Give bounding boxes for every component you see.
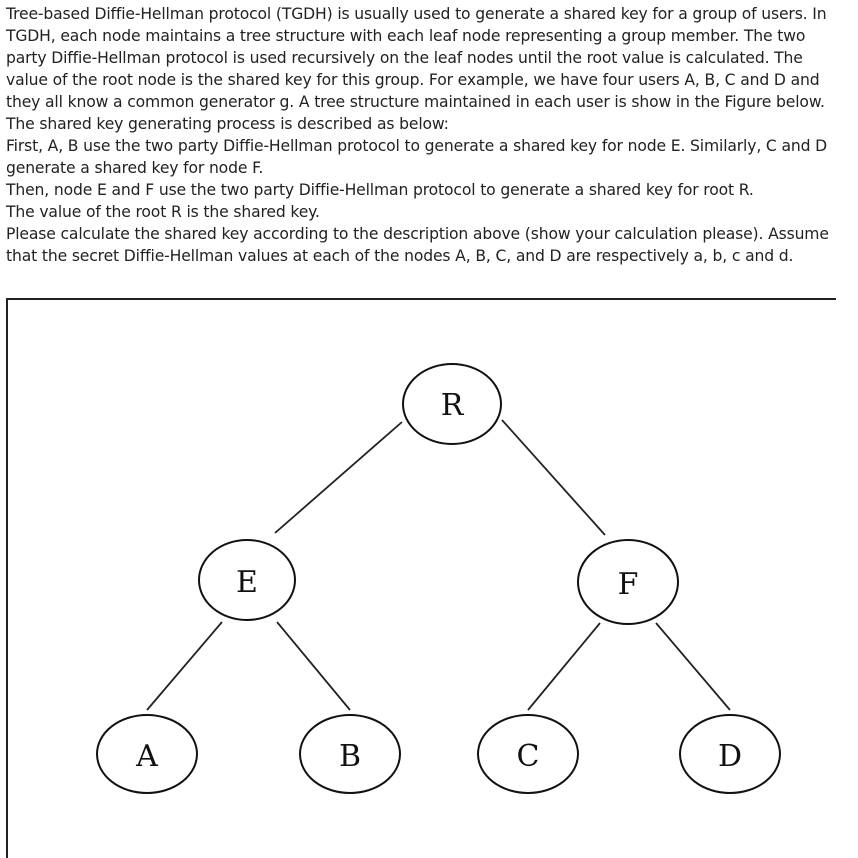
tree-node-a-label: A — [136, 739, 158, 774]
tree-node-d-label: D — [717, 739, 743, 774]
question-paragraph-result: The value of the root R is the shared key. — [6, 203, 320, 221]
tree-node-f — [578, 540, 678, 624]
question-paragraph-step-2: Then, node E and F use the two party Diffie-Hellman protocol to generate a shared key for root R. — [6, 181, 754, 199]
tree-node-r-label: R — [440, 388, 464, 423]
edge-f-d — [656, 623, 730, 710]
tree-node-b — [300, 715, 400, 793]
tree-node-a — [97, 715, 197, 793]
tree-node-e — [199, 540, 295, 620]
edge-e-b — [277, 622, 350, 710]
tree-node-e-label: E — [236, 565, 258, 600]
question-paragraph-process: The shared key generating process is described as below: — [6, 115, 449, 133]
question-paragraph-step-1: First, A, B use the two party Diffie-Hellman protocol to generate a shared key for node E. Similarly, C and D generate a shared key for node F. — [6, 137, 828, 177]
tree-node-f-label: F — [617, 567, 639, 602]
edge-e-a — [147, 622, 222, 710]
tree-node-d — [680, 715, 780, 793]
question-paragraph-intro: Tree-based Diffie-Hellman protocol (TGDH) is usually used to generate a shared key for a group of users. In TGDH, each node maintains a tree structure with each leaf node representing a group member. The two party Diffie-Hellman protocol is used recursively on the leaf nodes until the root value is calculated. The value of the root node is the shared key for this group. For example, we have four users A, B, C and D and they all know a common generator g. A tree structure maintained in each user is show in the Figure below. — [6, 5, 827, 111]
tree-node-r — [403, 364, 501, 444]
edge-f-c — [528, 623, 600, 710]
question-paragraph-task: Please calculate the shared key according to the description above (show your calculation please). Assume that the secret Diffie-Hellman values at each of the nodes A, B, C, and D are respectively a, b, c and d. — [6, 225, 829, 265]
tree-node-b-label: B — [338, 739, 362, 774]
edge-r-e — [275, 422, 402, 533]
tree-node-c-label: C — [516, 739, 540, 774]
edge-r-f — [502, 420, 605, 535]
tree-node-c — [478, 715, 578, 793]
